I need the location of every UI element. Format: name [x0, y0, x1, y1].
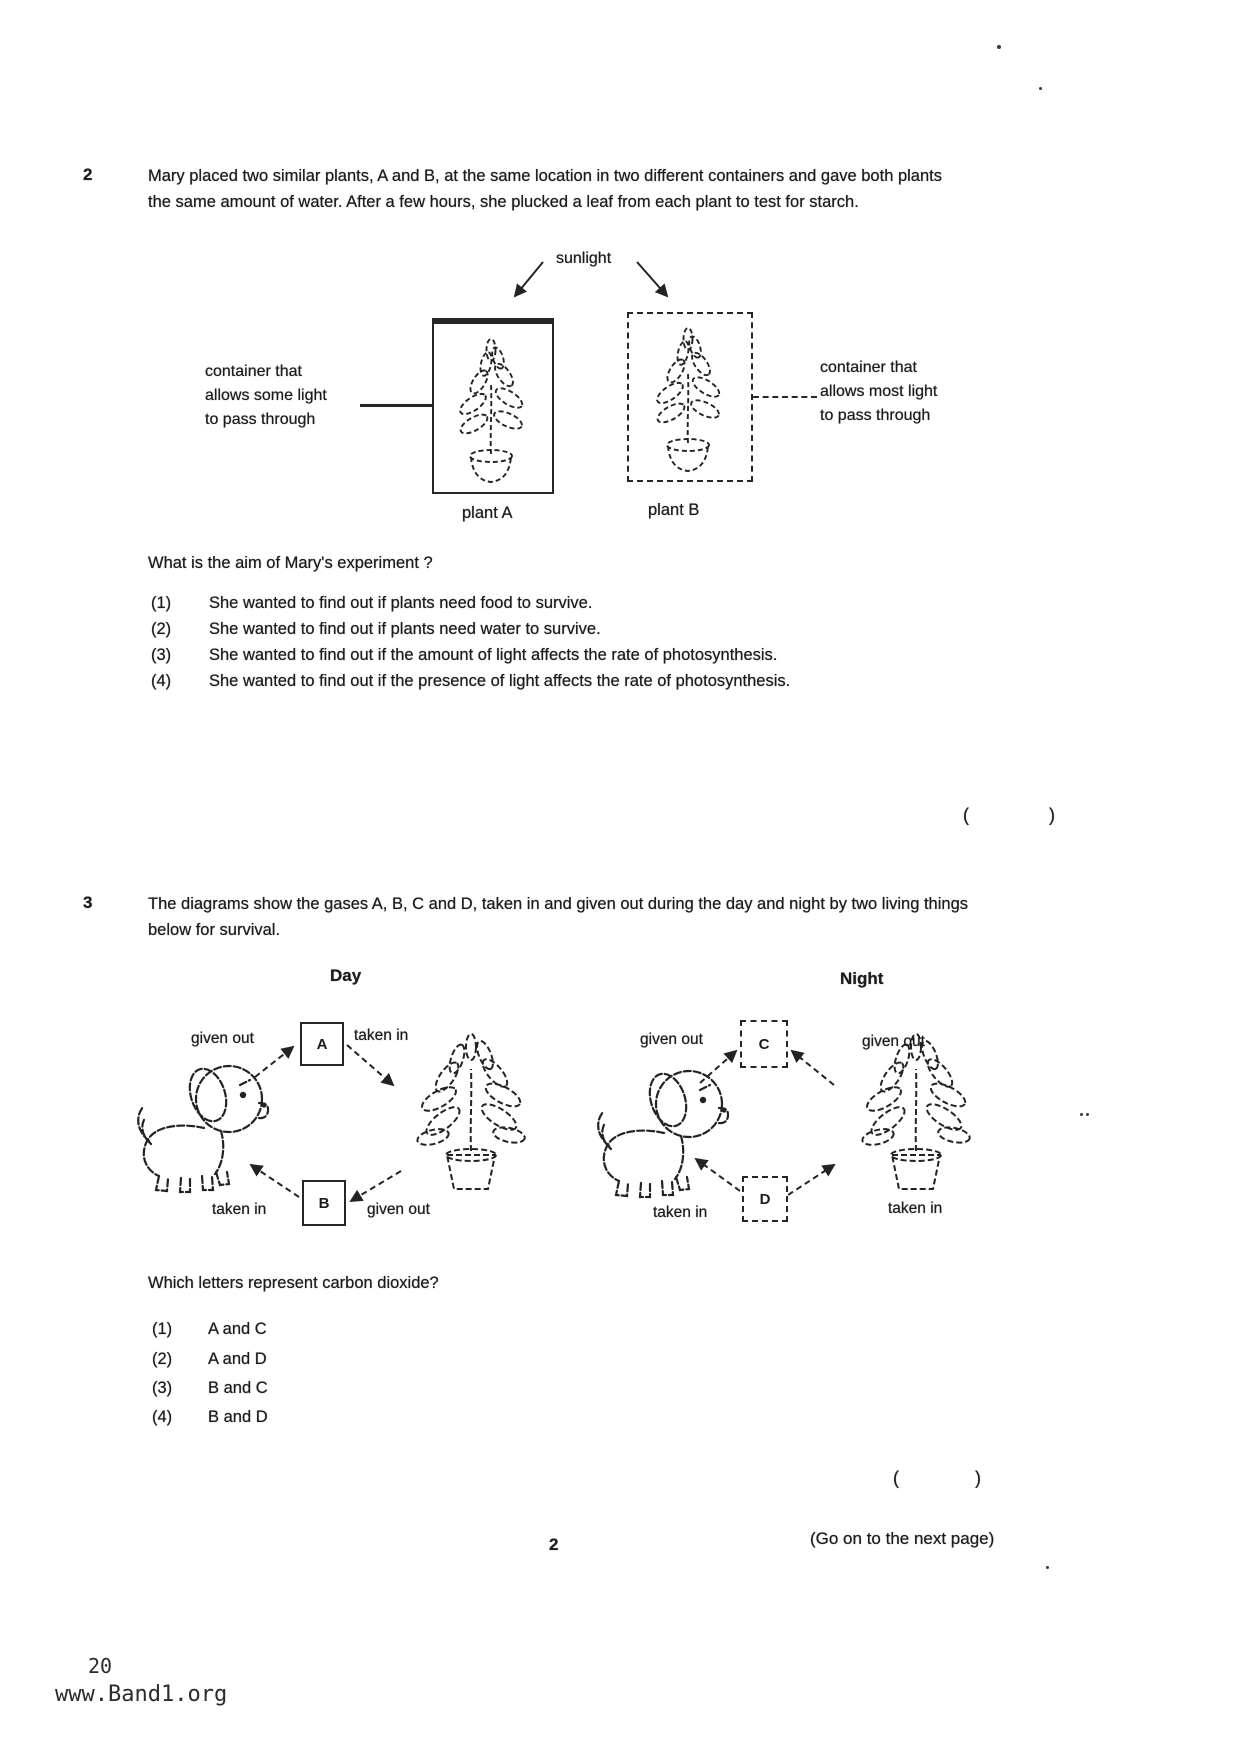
q2-option-4-number: (4)	[151, 672, 172, 690]
question-2-number: 2	[83, 165, 93, 184]
night-bottom-left-label: taken in	[653, 1204, 708, 1221]
question-2-text: What is the aim of Mary's experiment ?	[148, 554, 433, 572]
night-bottom-right-label: taken in	[888, 1200, 943, 1217]
caption-connector-line	[753, 396, 817, 398]
gas-box-b	[302, 1180, 346, 1226]
q2-option-1-text: She wanted to find out if plants need food to survive.	[209, 594, 593, 612]
q3-option-3-text: B and C	[208, 1379, 268, 1397]
sunlight-label: sunlight	[556, 250, 612, 267]
q2-answer-bracket	[963, 805, 1055, 826]
container-b-box	[627, 312, 753, 482]
q2-option-4-text: She wanted to find out if the presence of light affects the rate of photosynthesis.	[209, 672, 791, 690]
day-top-left-label: given out	[191, 1030, 254, 1047]
bracket-open: (	[893, 1468, 899, 1488]
gas-letter-a: A	[316, 1035, 328, 1053]
q3-option-2-text: A and D	[208, 1350, 267, 1368]
caption-line: container that	[820, 359, 917, 376]
q2-option-3-number: (3)	[151, 646, 172, 664]
question-3-text: Which letters represent carbon dioxide?	[148, 1274, 439, 1292]
q3-option-2-number: (2)	[152, 1350, 173, 1368]
plant-a-label: plant A	[462, 504, 513, 522]
container-b-caption	[820, 356, 995, 428]
bracket-open: (	[963, 805, 969, 825]
question-2-body: Mary placed two similar plants, A and B, at the same location in two different containers and gave both plants the same amount of water. After a few hours, she plucked a leaf from each plant to test for starch.	[148, 167, 942, 211]
q2-option-2-number: (2)	[151, 620, 172, 638]
plant-b-label: plant B	[648, 501, 700, 519]
night-diagram-title: Night	[840, 969, 884, 988]
plant-drawing	[861, 1034, 971, 1189]
day-diagram-title: Day	[330, 966, 362, 985]
night-top-left-label: given out	[640, 1031, 703, 1048]
plant-b-drawing	[633, 317, 743, 477]
q3-option-1-number: (1)	[152, 1320, 173, 1338]
go-on-note: (Go on to the next page)	[810, 1529, 995, 1548]
night-top-right-label: given out	[862, 1033, 925, 1050]
day-top-right-label: taken in	[354, 1027, 409, 1044]
caption-line: to pass through	[820, 407, 931, 424]
caption-line: container that	[205, 363, 302, 380]
bracket-close: )	[1049, 805, 1055, 825]
day-bottom-left-label: taken in	[212, 1201, 267, 1218]
q2-option-2-text: She wanted to find out if plants need water to survive.	[209, 620, 601, 638]
question-3-body: The diagrams show the gases A, B, C and D, taken in and given out during the day and night by two living things below for survival.	[148, 895, 968, 939]
q3-option-1-text: A and C	[208, 1320, 267, 1338]
q3-option-4-number: (4)	[152, 1408, 173, 1426]
container-a-caption	[205, 360, 375, 432]
site-watermark: www.Band1.org	[55, 1682, 228, 1707]
gas-letter-b: B	[318, 1194, 330, 1212]
q2-option-3-text: She wanted to find out if the amount of light affects the rate of photosynthesis.	[209, 646, 778, 664]
sunlight-arrows-icon	[495, 256, 685, 304]
gas-box-d	[742, 1176, 788, 1222]
caption-line: allows some light	[205, 387, 327, 404]
container-a-box	[432, 318, 554, 494]
dog-drawing	[138, 1064, 268, 1192]
caption-line: allows most light	[820, 383, 938, 400]
plant-a-drawing	[436, 328, 546, 488]
page-number: 2	[549, 1535, 559, 1554]
scan-speck	[1086, 1113, 1089, 1116]
scan-speck	[997, 45, 1001, 49]
q3-option-3-number: (3)	[152, 1379, 173, 1397]
gas-box-a	[300, 1022, 344, 1066]
scan-speck	[1039, 87, 1042, 90]
plant-drawing	[416, 1034, 526, 1189]
q3-option-4-text: B and D	[208, 1408, 268, 1426]
scan-speck	[1080, 1113, 1083, 1116]
bracket-close: )	[975, 1468, 981, 1488]
dog-drawing	[598, 1069, 728, 1197]
caption-connector-line	[360, 404, 432, 407]
scan-speck	[1046, 1566, 1049, 1569]
q2-option-1-number: (1)	[151, 594, 172, 612]
gas-letter-c: C	[758, 1035, 770, 1053]
corner-number: 20	[88, 1654, 113, 1678]
night-cycle-diagram	[560, 1005, 1030, 1255]
question-3-number: 3	[83, 893, 93, 912]
q3-answer-bracket	[893, 1468, 981, 1489]
gas-box-c	[740, 1020, 788, 1068]
gas-letter-d: D	[759, 1190, 771, 1208]
caption-line: to pass through	[205, 411, 316, 428]
day-bottom-right-label: given out	[367, 1201, 430, 1218]
